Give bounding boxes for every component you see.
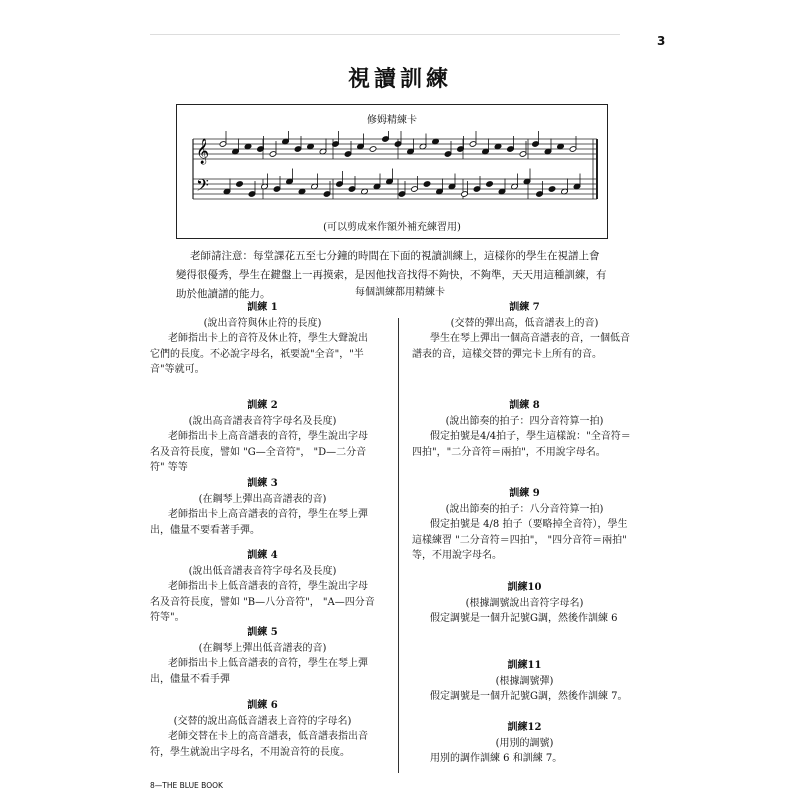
exercise-subtitle: (用別的調號): [495, 737, 554, 749]
exercise-heading: 訓練 8: [509, 400, 540, 411]
exercise-heading: 訓練 5: [247, 627, 278, 638]
exercise-8: [412, 398, 637, 460]
notice-subtitle: 每個訓練都用精練卡: [355, 287, 445, 298]
exercise-body: 學生在琴上彈出一個高音譜表的音，一個低音譜表的音，這樣交替的彈完卡上所有的音。: [412, 333, 630, 360]
footer: 8—THE BLUE BOOK: [150, 781, 223, 790]
card-title: 修姆精練卡: [367, 115, 417, 126]
exercise-heading: 訓練11: [507, 660, 542, 671]
note-head: [548, 186, 556, 193]
exercise-subtitle: (說出節奏的拍子：四分音符算一拍): [445, 415, 604, 427]
exercise-subtitle: (交替的說出高低音譜表上音符的字母名): [173, 715, 352, 727]
exercise-heading: 訓練 2: [247, 400, 278, 411]
page-number: 3: [657, 34, 666, 48]
exercise-9: [412, 486, 637, 564]
top-rule: [150, 34, 620, 35]
bass-clef-icon: 𝄢: [196, 175, 209, 199]
exercise-2: [150, 398, 375, 476]
exercise-6: [150, 698, 375, 760]
exercise-subtitle: (說出低音譜表音符字母名及長度): [188, 565, 337, 577]
note-head: [236, 181, 244, 188]
exercise-heading: 訓練 3: [247, 478, 278, 489]
exercise-subtitle: (說出節奏的拍子：八分音符算一拍): [445, 503, 604, 515]
exercise-10: [412, 580, 637, 627]
page-title: 視讀訓練: [347, 67, 452, 92]
note-head: [369, 146, 377, 153]
exercise-3: [150, 476, 375, 538]
exercise-body: 老師指出卡上的音符及休止符，學生大聲說出它們的長度。不必說字母名，祇要說"全音"，"半音"等就可。: [150, 333, 368, 375]
exercise-body: 老師指出卡上低音譜表的音符，學生說出字母名及音符長度，譬如 "B—八分音符"， "A—四分音符等"。: [150, 581, 375, 623]
exercise-subtitle: (交替的彈出高，低音譜表上的音): [450, 317, 599, 329]
exercise-1: [150, 300, 375, 378]
exercise-body: 假定拍號是 4/8 拍子（要略掉全音符），學生這樣練習 "二分音符＝四拍"， "四分音符＝兩拍" 等，不用說字母名。: [412, 519, 628, 561]
exercise-heading: 訓練 1: [247, 302, 278, 313]
note-head: [423, 181, 431, 188]
exercise-subtitle: (說出高音譜表音符字母名及長度): [188, 415, 337, 427]
exercise-4: [150, 548, 375, 626]
exercise-5: [150, 625, 375, 687]
exercise-heading: 訓練 7: [509, 302, 540, 313]
note-head: [486, 181, 494, 188]
exercise-subtitle: (根據調號彈): [495, 675, 554, 687]
exercise-body: 假定調號是一個升記號G調，然後作訓練 7。: [430, 691, 628, 702]
exercise-body: 老師指出卡上高音譜表的音符，學生說出字母名及音符長度，譬如 "G—全音符"， "D—二分音符" 等等: [150, 431, 368, 473]
grand-staff: [183, 131, 601, 217]
exercise-11: [412, 658, 637, 705]
card-note: (可以剪成來作額外補充練習用): [323, 222, 461, 233]
exercise-7: [412, 300, 637, 362]
exercise-heading: 訓練12: [507, 722, 542, 733]
exercise-body: 假定調號是一個升記號G調，然後作訓練 6: [430, 613, 618, 624]
exercise-body: 老師交替在卡上的高音譜表，低音譜表指出音符，學生就說出字母名，不用說音符的長度。: [150, 731, 368, 758]
flash-card: [176, 104, 608, 239]
exercise-subtitle: (在鋼琴上彈出高音譜表的音): [198, 493, 327, 505]
teacher-notice: 老師請注意：每堂課花五至七分鐘的時間在下面的視讀訓練上，這樣你的學生在視譜上會變得很優秀，學生在鍵盤上一再摸索，是因他找音找得不夠快，不夠準，天天用這種訓練，有助於他讀譜的能力。: [176, 250, 607, 300]
exercise-heading: 訓練10: [507, 582, 542, 593]
exercise-body: 假定拍號是4/4拍子，學生這樣說："全音符＝四拍"，"二分音符＝兩拍"，不用說字母名。: [412, 431, 631, 458]
exercise-subtitle: (說出音符與休止符的長度): [203, 317, 322, 329]
exercise-subtitle: (根據調號說出音符字母名): [465, 597, 584, 609]
exercise-12: [412, 720, 637, 767]
treble-clef-icon: 𝄞: [196, 139, 210, 164]
exercise-body: 老師指出卡上高音譜表的音符，學生在琴上彈出，儘量不要看著手彈。: [150, 509, 368, 536]
exercise-heading: 訓練 6: [247, 700, 278, 711]
column-divider: [398, 318, 399, 773]
exercise-body: 老師指出卡上低音譜表的音符，學生在琴上彈出，儘量不看手彈: [150, 658, 368, 685]
exercise-heading: 訓練 9: [509, 488, 540, 499]
exercise-body: 用別的調作訓練 6 和訓練 7。: [430, 753, 563, 764]
exercise-subtitle: (在鋼琴上彈出低音譜表的音): [198, 642, 327, 654]
exercise-heading: 訓練 4: [247, 550, 278, 561]
